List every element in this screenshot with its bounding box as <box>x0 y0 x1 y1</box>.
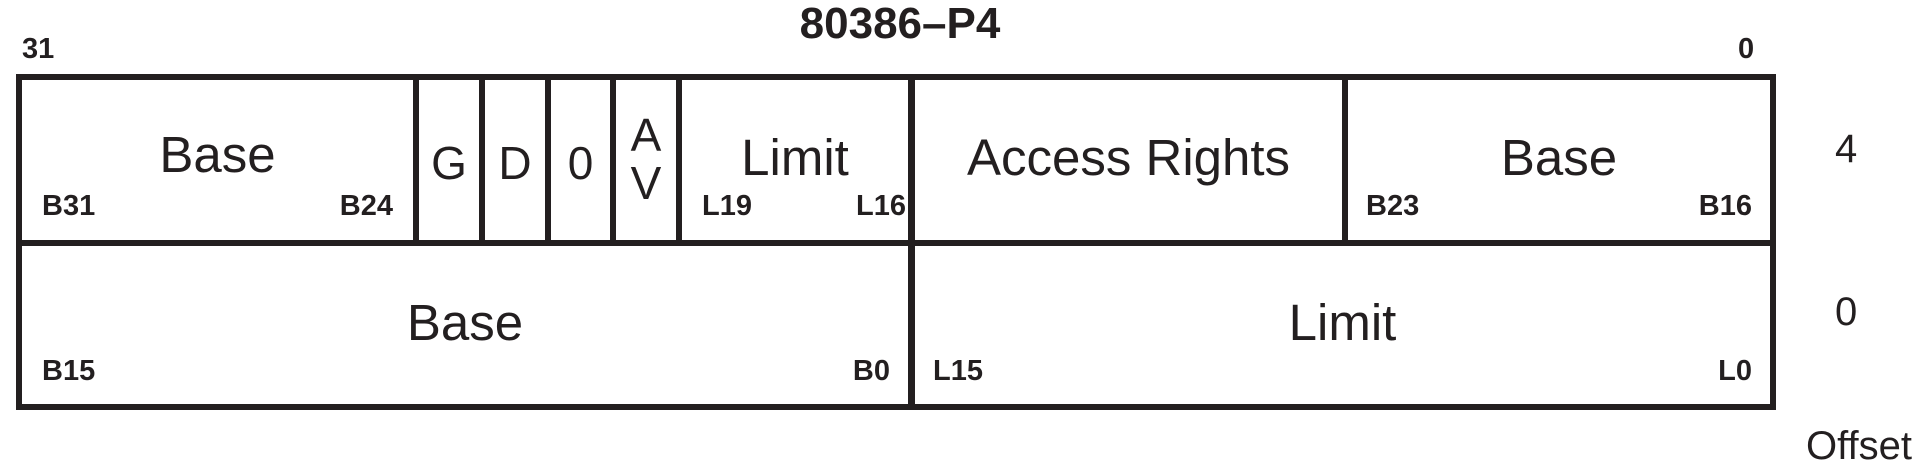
bit-label-right: L16 <box>856 190 906 222</box>
bit-label-right: B0 <box>852 355 890 387</box>
field-label: Access Rights <box>966 129 1291 186</box>
offset-0-label: 0 <box>1835 290 1858 334</box>
field-zero <box>551 80 610 240</box>
field-limit-19-16 <box>682 80 908 240</box>
field-label-bottom: V <box>630 157 662 209</box>
bit-label-left: L15 <box>933 355 983 387</box>
field-label: D <box>498 137 532 189</box>
field-limit-15-0 <box>915 246 1770 404</box>
field-base-15-0 <box>22 246 908 404</box>
field-av <box>616 80 676 240</box>
offset-axis-label: Offset <box>1806 424 1912 468</box>
bit-label-right: B24 <box>339 190 393 222</box>
field-label: 0 <box>567 137 594 189</box>
field-g <box>419 80 479 240</box>
field-base-31-24 <box>22 80 413 240</box>
field-label: Base <box>159 126 276 183</box>
field-base-23-16 <box>1348 80 1770 240</box>
bit-label-left: B31 <box>42 190 96 222</box>
bit-label-left: B23 <box>1366 190 1420 222</box>
bit-label-left: B15 <box>42 355 96 387</box>
diagram-title: 80386–P4 <box>799 0 1001 48</box>
bit-label-right: B16 <box>1698 190 1752 222</box>
offset-4-label: 4 <box>1835 127 1858 171</box>
bit-label-right: L0 <box>1718 355 1752 387</box>
field-d <box>485 80 545 240</box>
bit-label-left: L19 <box>702 190 752 222</box>
field-label: Base <box>406 294 524 351</box>
field-label-top: A <box>630 109 662 161</box>
bit-31-label: 31 <box>22 33 55 65</box>
field-label: Limit <box>1288 294 1397 351</box>
field-access-rights <box>915 80 1342 240</box>
bit-0-label: 0 <box>1738 33 1755 65</box>
field-label: G <box>431 137 467 189</box>
field-label: Limit <box>741 129 849 186</box>
field-label: Base <box>1500 129 1618 186</box>
